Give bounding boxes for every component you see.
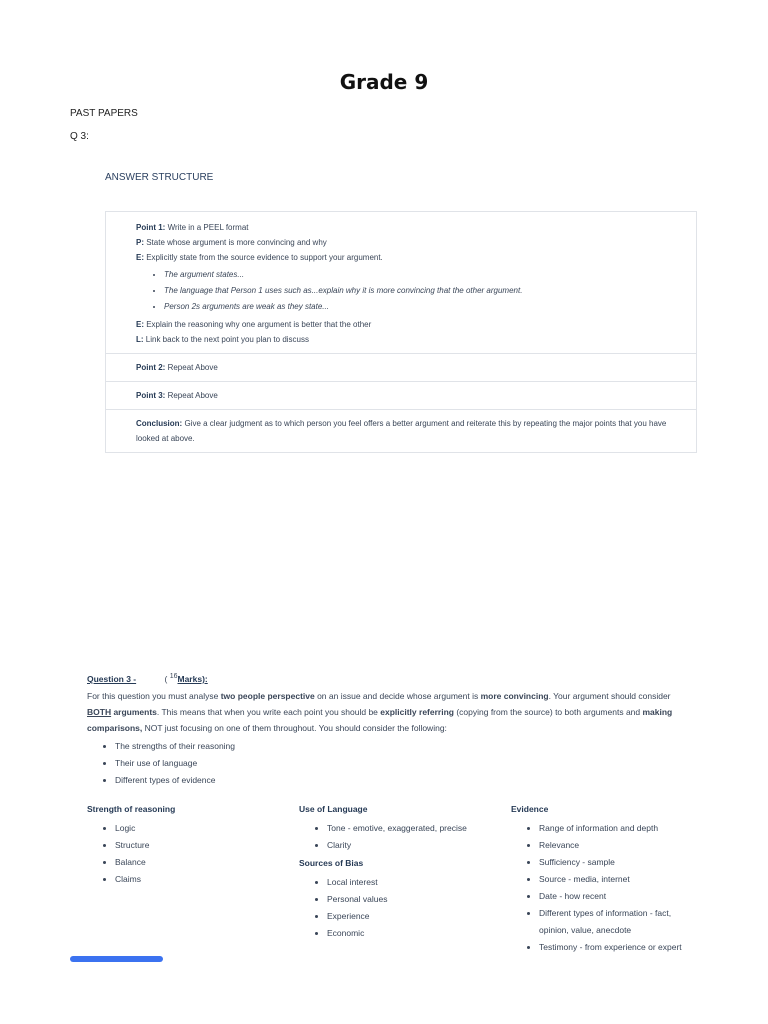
p-text: State whose argument is more convincing and why	[144, 238, 327, 247]
instruction-bold: making comparisons,	[87, 706, 673, 733]
marks-number: 16	[169, 673, 178, 680]
list-item: • Local interest	[327, 874, 499, 891]
l-label: L:	[136, 335, 144, 344]
e2-text: Explain the reasoning why one argument is better that the other	[144, 320, 372, 329]
point-3-text: Repeat Above	[165, 391, 218, 400]
marks-open: (	[164, 673, 170, 684]
list-item: • Different types of information - fact, opinion, value, anecdote	[539, 905, 701, 939]
list-item: • Relevance	[539, 837, 701, 854]
language-heading: Use of Language	[299, 804, 368, 814]
list-item: • Structure	[115, 837, 277, 854]
bias-heading: Sources of Bias	[299, 858, 364, 868]
list-item: • Tone - emotive, exaggerated, precise	[327, 820, 499, 837]
instruction-bold: more convincing	[480, 690, 549, 701]
list-item: • Economic	[327, 925, 499, 942]
list-item: • The language that Person 1 uses such as...explain why it is more convincing that the other argument.	[164, 283, 684, 299]
instruction-text: NOT just focusing on one of them throughout. You should consider the following:	[142, 722, 447, 733]
answer-structure-heading: ANSWER STRUCTURE	[105, 172, 214, 183]
page-title: Grade 9	[339, 70, 429, 94]
point-2-text: Repeat Above	[165, 363, 218, 372]
instruction-text: . This means that when you write each point you should be	[156, 706, 381, 717]
list-item: • Logic	[115, 820, 277, 837]
bias-list	[299, 874, 499, 942]
question-3-section	[87, 670, 687, 791]
instruction-bold: two people perspective	[220, 690, 315, 701]
marks-label: Marks):	[177, 673, 208, 684]
list-item: • Different types of evidence	[115, 772, 687, 789]
list-item: • Experience	[327, 908, 499, 925]
e-text: Explicitly state from the source evidence to support your argument.	[144, 253, 383, 262]
list-item: • Person 2s arguments are weak as they state...	[164, 299, 684, 315]
list-item: • Personal values	[327, 891, 499, 908]
list-item: • Source - media, internet	[539, 871, 701, 888]
e-label: E:	[136, 253, 144, 262]
e2-label: E:	[136, 320, 144, 329]
reasoning-heading: Strength of reasoning	[87, 804, 176, 814]
point-1-text: Write in a PEEL format	[165, 223, 249, 232]
instruction-text: . Your argument should consider	[548, 690, 671, 701]
list-item: • The argument states...	[164, 267, 684, 283]
instruction-text: For this question you must analyse	[87, 690, 221, 701]
table-row-point-2	[106, 353, 696, 381]
evidence-heading: Evidence	[511, 804, 549, 814]
list-item: • Clarity	[327, 837, 499, 854]
list-item: • Their use of language	[115, 755, 687, 772]
language-list	[299, 820, 499, 854]
evidence-list	[511, 820, 701, 956]
list-item: • Date - how recent	[539, 888, 701, 905]
point-2-label: Point 2:	[136, 363, 166, 372]
list-item: • The strengths of their reasoning	[115, 738, 687, 755]
reasoning-column	[87, 802, 277, 890]
table-row-conclusion	[106, 409, 696, 452]
evidence-column	[511, 802, 701, 958]
question-instructions	[87, 688, 687, 736]
past-papers-label: PAST PAPERS	[70, 108, 138, 119]
question-number-label: Q 3:	[70, 131, 89, 142]
question-3-title: Question 3 -	[87, 673, 137, 684]
progress-indicator-bar	[70, 956, 163, 962]
point-1-label: Point 1:	[136, 223, 166, 232]
table-row-point-3	[106, 381, 696, 409]
language-column	[299, 802, 499, 944]
list-item: • Testimony - from experience or expert	[539, 939, 701, 956]
list-item: • Claims	[115, 871, 277, 888]
list-item: • Sufficiency - sample	[539, 854, 701, 871]
point-3-label: Point 3:	[136, 391, 166, 400]
l-text: Link back to the next point you plan to discuss	[143, 335, 309, 344]
list-item: • Balance	[115, 854, 277, 871]
reasoning-list	[87, 820, 277, 888]
conclusion-label: Conclusion:	[136, 419, 183, 428]
conclusion-text: Give a clear judgment as to which person you feel offers a better argument and reiterate this by repeating the major points that you have looked at above.	[136, 419, 667, 443]
p-label: P:	[136, 238, 144, 247]
instruction-both: BOTH	[87, 706, 112, 717]
table-row-point-1	[106, 212, 696, 353]
list-item: • Range of information and depth	[539, 820, 701, 837]
consider-list	[87, 738, 687, 789]
answer-structure-table	[105, 211, 697, 453]
instruction-bold: arguments	[111, 706, 157, 717]
instruction-text: on an issue and decide whose argument is	[314, 690, 481, 701]
evidence-examples-list	[136, 267, 684, 315]
instruction-bold: explicitly referring	[380, 706, 454, 717]
instruction-text: (copying from the source) to both arguments and	[453, 706, 643, 717]
